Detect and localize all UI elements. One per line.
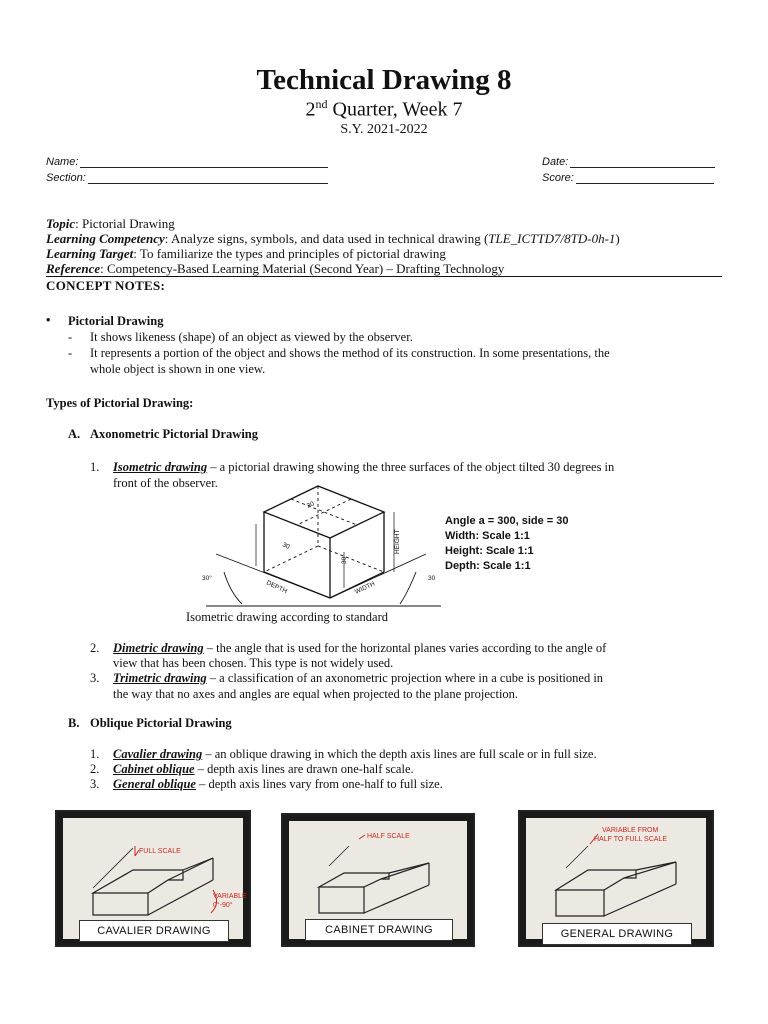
general-note: VARIABLE FROM [602, 827, 659, 834]
section-letter: A. [68, 427, 81, 441]
general-drawing [526, 818, 706, 939]
cavalier-note: FULL SCALE [139, 848, 181, 855]
cavalier-photo [55, 810, 251, 947]
cabinet-photo [281, 813, 475, 947]
section-field[interactable]: Section: [46, 172, 328, 184]
cabinet-caption: CABINET DRAWING [305, 919, 453, 941]
date-field[interactable]: Date: [542, 156, 715, 168]
list-number: 2. [90, 641, 100, 655]
pictorial-heading: Pictorial Drawing [68, 314, 164, 328]
general-photo [518, 810, 714, 947]
list-item-cont: front of the observer. [113, 476, 218, 490]
list-item: Cavalier drawing – an oblique drawing in which the depth axis lines are full scale or in full size. [113, 747, 597, 761]
dim-top: 30 [305, 500, 316, 510]
quarter-week: 2nd Quarter, Week 7 [305, 97, 463, 121]
dim-left: 30 [281, 541, 291, 551]
iso-specs: Angle a = 300, side = 30 Width: Scale 1:1 Height: Scale 1:1 Depth: Scale 1:1 [445, 515, 569, 572]
figure-caption: Isometric drawing according to standard [186, 610, 389, 624]
section-heading: Oblique Pictorial Drawing [90, 716, 232, 730]
dash: - [68, 346, 73, 360]
list-number: 2. [90, 762, 100, 776]
height-label: HEIGHT [394, 529, 401, 554]
angle-right-label: 30 [428, 575, 436, 582]
general-note: HALF TO FULL SCALE [594, 836, 668, 843]
topic-line: Topic: Pictorial Drawing [46, 216, 175, 231]
list-item: Trimetric drawing – a classification of an axonometric projection where in a cube is positioned in [113, 671, 604, 685]
list-item: Isometric drawing – a pictorial drawing showing the three surfaces of the object tilted 30 degrees in [113, 460, 615, 474]
list-item-cont: view that has been chosen. This type is not widely used. [113, 656, 394, 670]
types-heading: Types of Pictorial Drawing: [46, 396, 194, 410]
general-caption: GENERAL DRAWING [542, 923, 692, 945]
list-number: 3. [90, 671, 100, 685]
pictorial-item: It represents a portion of the object and shows the method of its construction. In some presentations, the [90, 346, 610, 360]
list-number: 1. [90, 460, 100, 474]
target-line: Learning Target: To familiarize the types and principles of pictorial drawing [46, 246, 446, 261]
bullet: • [46, 313, 51, 327]
cabinet-note: HALF SCALE [367, 833, 410, 840]
cavalier-caption: CAVALIER DRAWING [79, 920, 229, 942]
isometric-cube-figure [196, 476, 446, 610]
list-item-cont: the way that no axes and angles are equal when projected to the plane projection. [113, 687, 519, 701]
concept-notes-heading: CONCEPT NOTES: [46, 278, 166, 293]
section-letter: B. [68, 716, 80, 730]
list-item: Dimetric drawing – the angle that is used for the horizontal planes varies according to the angle of [113, 641, 607, 655]
name-field[interactable]: Name: [46, 156, 328, 168]
pictorial-item: whole object is shown in one view. [90, 362, 266, 376]
angle-left-label: 30° [202, 575, 212, 582]
list-item: General oblique – depth axis lines vary from one-half to full size. [113, 777, 443, 791]
pictorial-item: It shows likeness (shape) of an object as viewed by the observer. [90, 330, 413, 344]
reference-line: Reference: Competency-Based Learning Material (Second Year) – Drafting Technology [46, 261, 505, 276]
list-number: 1. [90, 747, 100, 761]
school-year: S.Y. 2021-2022 [340, 122, 428, 137]
section-heading: Axonometric Pictorial Drawing [90, 427, 259, 441]
dim-height-num: 30 [341, 556, 348, 564]
cavalier-note: VARIABLE [213, 893, 247, 900]
list-number: 3. [90, 777, 100, 791]
divider [46, 276, 722, 277]
dash: - [68, 330, 73, 344]
competency-line: Learning Competency: Analyze signs, symbols, and data used in technical drawing (TLE_ICTTD7/8TD-0h-1) [46, 231, 620, 246]
depth-label: DEPTH [265, 579, 289, 596]
list-item: Cabinet oblique – depth axis lines are drawn one-half scale. [113, 762, 414, 776]
document-title: Technical Drawing 8 [256, 64, 512, 96]
width-label: WIDTH [353, 580, 377, 596]
score-field[interactable]: Score: [542, 172, 714, 184]
cavalier-note: 0°-90° [213, 902, 233, 909]
